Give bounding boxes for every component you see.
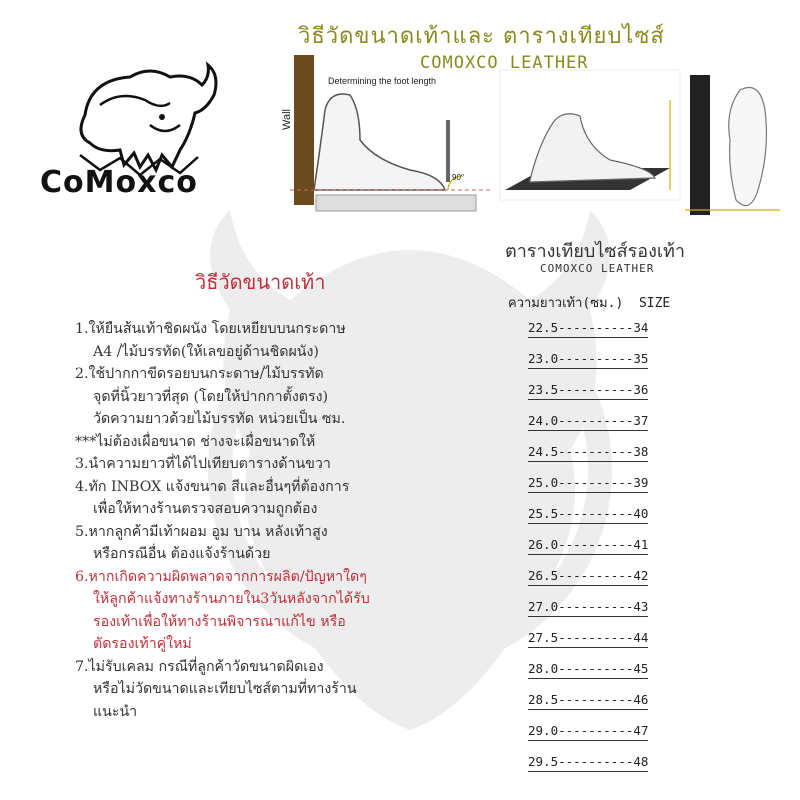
size-row: 28.5----------46 [528, 692, 648, 710]
size-row-size: 43 [633, 599, 649, 614]
size-row-size: 37 [633, 413, 649, 428]
size-row-length: 23.0 [528, 351, 559, 366]
size-row-size: 46 [633, 692, 649, 707]
size-row: 29.0----------47 [528, 723, 648, 741]
page-title: วิธีวัดขนาดเท้าและ ตารางเทียบไซส์ [298, 24, 665, 49]
instruction-line: ตัดรองเท้าคู่ใหม่ [93, 636, 192, 652]
instruction-line: 4.ทัก INBOX แจ้งขนาด สีและอื่นๆที่ต้องการ [75, 478, 350, 495]
size-row-length: 22.5 [528, 320, 559, 335]
instruction-line: หรือไม่วัดขนาดและเทียบไซส์ตามที่ทางร้าน [93, 681, 357, 697]
size-row: 27.0----------43 [528, 599, 648, 617]
size-row-length: 25.5 [528, 506, 559, 521]
instruction-line: 1.ให้ยืนส้นเท้าชิดผนัง โดยเหยียบบนกระดาษ [75, 321, 346, 337]
instruction-line: 6.หากเกิดความผิดพลาดจากการผลิต/ปัญหาใดๆ [75, 568, 367, 585]
size-row: 27.5----------44 [528, 630, 648, 648]
instructions-title: วิธีวัดขนาดเท้า [195, 270, 326, 294]
instruction-line: รองเท้าเพื่อให้ทางร้านพิจารณาแก้ไข หรือ [93, 613, 346, 630]
size-table-header [508, 292, 670, 313]
footprint-shape [729, 88, 767, 206]
size-row-size: 39 [633, 475, 649, 490]
size-row-length: 24.0 [528, 413, 559, 428]
size-row: 28.0----------45 [528, 661, 648, 679]
size-row-size: 35 [633, 351, 649, 366]
brand-name: COMOXCO LEATHER [420, 53, 589, 73]
size-row-size: 41 [633, 537, 649, 552]
size-row-size: 36 [633, 382, 649, 397]
size-row-length: 24.5 [528, 444, 559, 459]
instruction-line: A4 /ไม้บรรทัด(ให้เลขอยู่ด้านชิดผนัง) [93, 343, 319, 360]
size-row-size: 44 [633, 630, 649, 645]
size-row: 23.5----------36 [528, 382, 648, 400]
size-table-subtitle: COMOXCO LEATHER [540, 262, 655, 275]
instruction-line: 2.ใช้ปากกาขีดรอยบนกระดาษ/ไม้บรรทัด [75, 366, 324, 382]
foot-side-shape [314, 94, 445, 190]
size-row-length: 29.0 [528, 723, 559, 738]
size-row: 26.0----------41 [528, 537, 648, 555]
size-row: 25.5----------40 [528, 506, 648, 524]
instruction-line: ให้ลูกค้าแจ้งทางร้านภายใน3วันหลังจากได้รับ [93, 591, 370, 607]
size-row-length: 23.5 [528, 382, 559, 397]
wall-shape [294, 55, 314, 205]
size-row: 24.0----------37 [528, 413, 648, 431]
size-row-length: 25.0 [528, 475, 559, 490]
col-size-header: SIZE [638, 296, 671, 311]
size-row: 22.5----------34 [528, 320, 648, 338]
instruction-line: ***ไม่ต้องเผื่อขนาด ช่างจะเผื่อขนาดให้ [75, 433, 316, 450]
size-row-length: 27.5 [528, 630, 559, 645]
instruction-line: จุดที่นิ้วยาวที่สุด (โดยให้ปากกาตั้งตรง) [93, 388, 329, 405]
size-row-size: 38 [633, 444, 649, 459]
angle-label: 90° [452, 173, 465, 182]
size-row: 23.0----------35 [528, 351, 648, 369]
size-table-title: ตารางเทียบไซส์รองเท้า [505, 241, 685, 262]
instruction-line: 5.หากลูกค้ามีเท้าผอม อูม บาน หลังเท้าสูง [75, 523, 328, 540]
instructions-list [75, 318, 505, 723]
size-row: 25.0----------39 [528, 475, 648, 493]
size-row-size: 45 [633, 661, 649, 676]
foot-3d-shape [530, 114, 655, 182]
ruler-shape [316, 195, 476, 211]
size-row-length: 29.5 [528, 754, 559, 769]
diagram-caption: Determining the foot length [328, 76, 437, 86]
instruction-line: 3.นำความยาวที่ได้ไปเทียบตารางด้านขวา [75, 456, 331, 472]
size-row-size: 47 [633, 723, 649, 738]
size-row-length: 28.5 [528, 692, 559, 707]
instruction-line: เพื่อให้ทางร้านตรวจสอบความถูกต้อง [93, 501, 318, 517]
instruction-line: วัดความยาวด้วยไม้บรรทัด หน่วยเป็น ซม. [93, 411, 346, 427]
instruction-line: 7.ไม่รับเคลม กรณีที่ลูกค้าวัดขนาดผิดเอง [75, 658, 324, 675]
instruction-line: แนะนำ [93, 703, 138, 720]
size-row-length: 27.0 [528, 599, 559, 614]
instruction-line: หรือกรณีอื่น ต้องแจ้งร้านด้วย [93, 546, 271, 562]
wall-label: Wall [281, 109, 293, 130]
size-row: 26.5----------42 [528, 568, 648, 586]
col-length-header: ความยาวเท้า(ซม.) [508, 296, 624, 311]
foot-measure-diagram [280, 50, 800, 230]
size-row-length: 26.5 [528, 568, 559, 583]
size-row: 29.5----------48 [528, 754, 648, 772]
logo-text: CoMoxco [40, 165, 198, 200]
vertical-ruler-shape [690, 75, 710, 215]
size-row: 24.5----------38 [528, 444, 648, 462]
size-row-size: 42 [633, 568, 649, 583]
size-row-size: 48 [633, 754, 649, 769]
size-row-length: 28.0 [528, 661, 559, 676]
size-row-size: 40 [633, 506, 649, 521]
size-row-length: 26.0 [528, 537, 559, 552]
size-row-size: 34 [633, 320, 649, 335]
